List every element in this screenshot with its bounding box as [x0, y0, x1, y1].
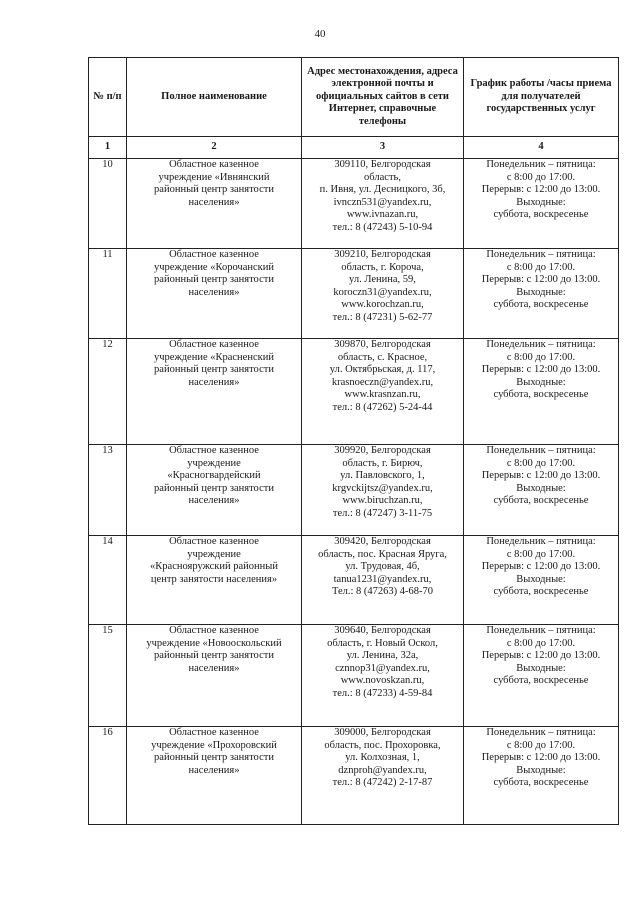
row-number: 15	[89, 625, 127, 727]
work-schedule: Понедельник – пятница: с 8:00 до 17:00. Перерыв: с 12:00 до 13:00. Выходные: суббота, воскресенье	[464, 536, 619, 625]
work-schedule: Понедельник – пятница: с 8:00 до 17:00. Перерыв: с 12:00 до 13:00. Выходные: суббота, воскресенье	[464, 445, 619, 536]
institution-name: Областное казенное учреждение «Корочанский районный центр занятости населения»	[127, 249, 302, 339]
work-schedule: Понедельник – пятница: с 8:00 до 17:00. Перерыв: с 12:00 до 13:00. Выходные: суббота, воскресенье	[464, 339, 619, 445]
row-number: 14	[89, 536, 127, 625]
employment-centers-table	[88, 57, 619, 825]
column-number: 1	[89, 137, 127, 159]
column-number: 3	[302, 137, 464, 159]
table-header-row	[89, 58, 619, 137]
institution-address: 309640, Белгородская область, г. Новый Оскол, ул. Ленина, 32а, cznnop31@yandex.ru, www.novoskzan.ru, тел.: 8 (47233) 4-59-84	[302, 625, 464, 727]
table-row	[89, 536, 619, 625]
header-address-contacts: Адрес местонахождения, адреса электронной почты и официальных сайтов в сети Интернет, справочные телефоны	[302, 58, 464, 137]
institution-name: Областное казенное учреждение «Красногвардейский районный центр занятости населения»	[127, 445, 302, 536]
table-row	[89, 727, 619, 825]
row-number: 13	[89, 445, 127, 536]
row-number: 12	[89, 339, 127, 445]
institution-name: Областное казенное учреждение «Красненский районный центр занятости населения»	[127, 339, 302, 445]
work-schedule: Понедельник – пятница: с 8:00 до 17:00. Перерыв: с 12:00 до 13:00. Выходные: суббота, воскресенье	[464, 625, 619, 727]
table-row	[89, 445, 619, 536]
institution-address: 309870, Белгородская область, с. Красное, ул. Октябрьская, д. 117, krasnoeczn@yandex.ru, www.krasnzan.ru, тел.: 8 (47262) 5-24-44	[302, 339, 464, 445]
header-full-name: Полное наименование	[127, 58, 302, 137]
work-schedule: Понедельник – пятница: с 8:00 до 17:00. Перерыв: с 12:00 до 13:00. Выходные: суббота, воскресенье	[464, 249, 619, 339]
institution-name: Областное казенное учреждение «Прохоровский районный центр занятости населения»	[127, 727, 302, 825]
column-numbers-row	[89, 137, 619, 159]
column-number: 2	[127, 137, 302, 159]
header-number: № п/п	[89, 58, 127, 137]
work-schedule: Понедельник – пятница: с 8:00 до 17:00. Перерыв: с 12:00 до 13:00. Выходные: суббота, воскресенье	[464, 727, 619, 825]
institution-name: Областное казенное учреждение «Новооскольский районный центр занятости населения»	[127, 625, 302, 727]
row-number: 16	[89, 727, 127, 825]
institution-address: 309920, Белгородская область, г. Бирюч, ул. Павловского, 1, krgvckijtsz@yandex.ru, www.biruchzan.ru, тел.: 8 (47247) 3-11-75	[302, 445, 464, 536]
institution-name: Областное казенное учреждение «Краснояружский районный центр занятости населения»	[127, 536, 302, 625]
institution-name: Областное казенное учреждение «Ивнянский районный центр занятости населения»	[127, 159, 302, 249]
column-number: 4	[464, 137, 619, 159]
institution-address: 309210, Белгородская область, г. Короча, ул. Ленина, 59, koroczn31@yandex.ru, www.korochzan.ru, тел.: 8 (47231) 5-62-77	[302, 249, 464, 339]
row-number: 11	[89, 249, 127, 339]
institution-address: 309110, Белгородская область, п. Ивня, ул. Десницкого, 3б, ivnczn531@yandex.ru, www.ivnazan.ru, тел.: 8 (47243) 5-10-94	[302, 159, 464, 249]
table-row	[89, 339, 619, 445]
institution-address: 309000, Белгородская область, пос. Прохоровка, ул. Колхозная, 1, dznproh@yandex.ru, тел.: 8 (47242) 2-17-87	[302, 727, 464, 825]
row-number: 10	[89, 159, 127, 249]
table-row	[89, 249, 619, 339]
institution-address: 309420, Белгородская область, пос. Красная Яруга, ул. Трудовая, 4б, tanua1231@yandex.ru, Тел.: 8 (47263) 4-68-70	[302, 536, 464, 625]
work-schedule: Понедельник – пятница: с 8:00 до 17:00. Перерыв: с 12:00 до 13:00. Выходные: суббота, воскресенье	[464, 159, 619, 249]
header-work-schedule: График работы /часы приема для получателей государственных услуг	[464, 58, 619, 137]
page-number: 40	[314, 28, 326, 40]
table-row	[89, 159, 619, 249]
table-row	[89, 625, 619, 727]
